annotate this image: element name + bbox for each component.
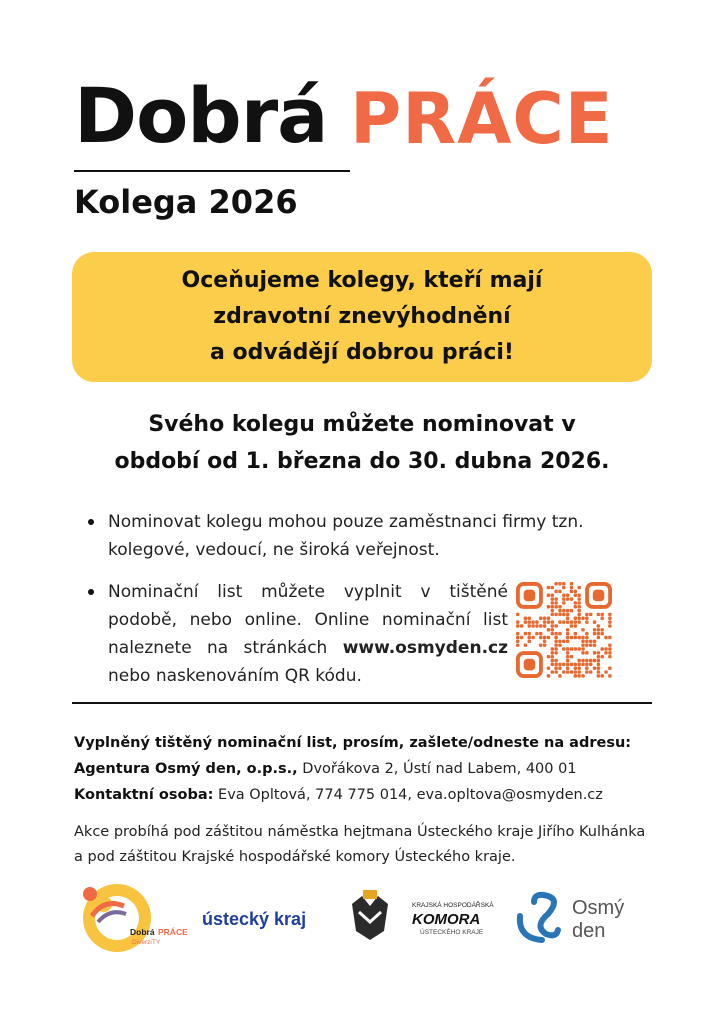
komora-bottom: ÚSTECKÉHO KRAJE bbox=[420, 929, 484, 936]
bullet-text: nebo naskenováním QR kódu. bbox=[108, 666, 362, 686]
osmy-den-line1: Osmý bbox=[572, 897, 625, 919]
subtitle: Kolega 2026 bbox=[74, 183, 298, 221]
osmy-den-logo bbox=[520, 895, 624, 942]
nomination-period bbox=[72, 406, 652, 480]
address-org: Agentura Osmý den, o.p.s., Dvořákova 2, Ústí nad Labem, 400 01 bbox=[74, 761, 577, 777]
address-block bbox=[74, 730, 654, 808]
title-prace: PRÁCE bbox=[350, 78, 614, 160]
website-link[interactable]: www.osmyden.cz bbox=[342, 638, 508, 658]
bullet-list bbox=[86, 508, 584, 690]
dobra-prace-logo bbox=[83, 884, 188, 952]
ustecky-kraj-logo: ústecký kraj bbox=[202, 909, 307, 929]
banner-line-3: a odvádějí dobrou práci! bbox=[210, 340, 514, 365]
bullet-text: Nominační list můžete vyplnit v tištěné podobě, nebo online. Online nominační list naleznete na stránkách bbox=[108, 582, 508, 658]
komora-main: KOMORA bbox=[412, 911, 481, 928]
bullet-item-eligibility: Nominovat kolegu mohou pouze zaměstnanci firmy tzn. kolegové, vedoucí, ne široká veřejnost. bbox=[86, 508, 648, 564]
banner-line-2: zdravotní znevýhodnění bbox=[213, 304, 511, 329]
komora-top: KRAJSKÁ HOSPODÁŘSKÁ bbox=[412, 902, 494, 909]
title-dobra: Dobrá bbox=[74, 71, 328, 160]
banner-text bbox=[182, 263, 543, 371]
nomination-line-1: Svého kolegu můžete nominovat v bbox=[148, 412, 576, 437]
dobra-prace-word2: PRÁCE bbox=[158, 927, 188, 937]
address-heading: Vyplněný tištěný nominační list, prosím, zašlete/odneste na adresu: bbox=[74, 735, 632, 751]
qr-code[interactable] bbox=[516, 582, 612, 678]
bullet-item-nomination-form bbox=[86, 578, 508, 690]
komora-logo bbox=[352, 890, 494, 940]
section-divider bbox=[72, 702, 652, 704]
patronage-text: Akce probíhá pod záštitou náměstka hejtmana Ústeckého kraje Jiřího Kulhánka a pod záštitou Krajské hospodářské komory Ústeckého kraje. bbox=[74, 824, 646, 865]
title-underline bbox=[74, 170, 350, 172]
highlight-banner bbox=[72, 252, 652, 382]
partner-logos bbox=[72, 876, 662, 966]
address-contact: Kontaktní osoba: Eva Opltová, 774 775 014, eva.opltova@osmyden.cz bbox=[74, 787, 603, 803]
osmy-den-line2: den bbox=[572, 920, 606, 942]
nomination-line-2: období od 1. března do 30. dubna 2026. bbox=[114, 449, 610, 474]
dobra-prace-sub: DiverziTY bbox=[132, 939, 161, 946]
dobra-prace-word1: Dobrá bbox=[130, 927, 155, 937]
banner-line-1: Oceňujeme kolegy, kteří mají bbox=[181, 268, 543, 293]
